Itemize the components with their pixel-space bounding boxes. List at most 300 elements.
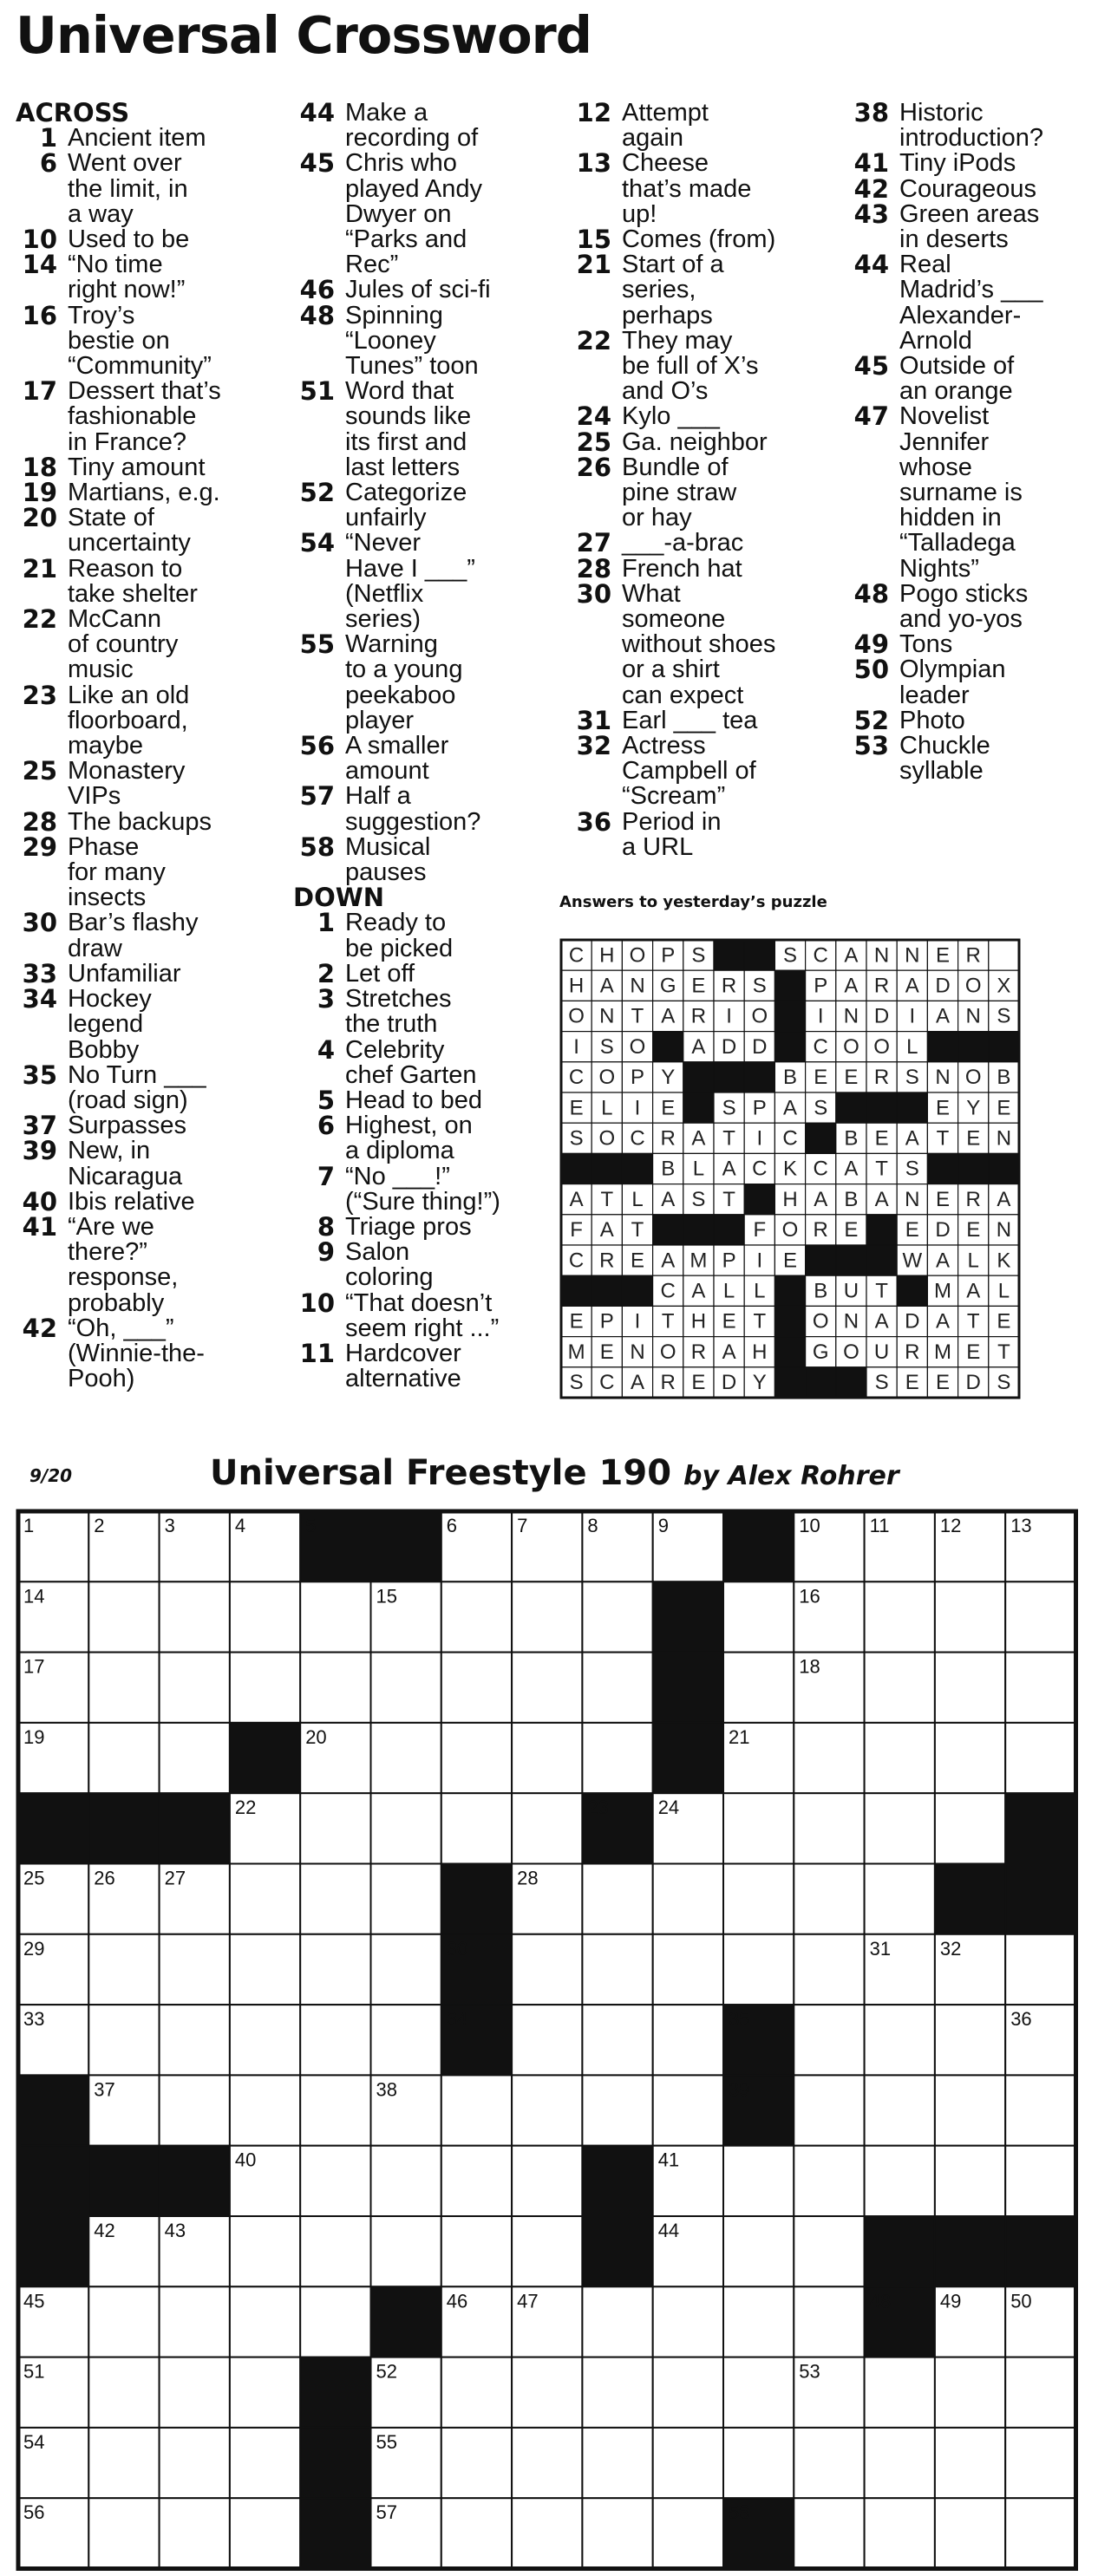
grid-cell[interactable] [1005, 2146, 1075, 2216]
clue-text: Half a suggestion? [345, 782, 481, 836]
answer-letter: N [843, 1004, 859, 1028]
answer-letter: A [691, 1126, 706, 1151]
grid-cell[interactable] [441, 2358, 512, 2428]
across-clue [16, 910, 293, 961]
answer-letter: T [875, 1279, 888, 1303]
answer-letter: Y [752, 1371, 767, 1395]
answer-letter: A [569, 1187, 584, 1211]
answer-letter: U [873, 1340, 890, 1364]
cell-number: 56 [23, 2501, 45, 2524]
grid-cell[interactable] [582, 1864, 652, 1934]
answer-letter: I [909, 1004, 916, 1028]
grid-cell[interactable] [723, 2428, 794, 2498]
grid-cell[interactable] [935, 2005, 1005, 2075]
answer-letter: E [661, 1096, 676, 1120]
grid-cell[interactable] [1005, 1581, 1075, 1652]
grid-cell[interactable] [582, 1934, 652, 2005]
down-clue [570, 225, 846, 255]
grid-cell[interactable] [300, 2146, 370, 2216]
clue-text: A smaller amount [345, 732, 449, 786]
clue-number: 4 [317, 1034, 335, 1065]
grid-cell[interactable] [160, 1581, 230, 1652]
grid-cell[interactable] [300, 2286, 370, 2357]
grid-cell[interactable] [865, 2498, 935, 2568]
answer-letter: L [906, 1034, 918, 1059]
grid-cell[interactable] [371, 2146, 441, 2216]
clue-number: 50 [853, 655, 889, 685]
grid-cell[interactable] [723, 1653, 794, 1723]
clue-number: 45 [853, 351, 889, 382]
grid-cell[interactable] [230, 2075, 300, 2145]
grid-cell[interactable] [230, 2286, 300, 2357]
clue-number: 52 [853, 705, 889, 735]
grid-cell[interactable] [441, 2075, 512, 2145]
grid-cell[interactable] [230, 1934, 300, 2005]
grid-cell[interactable] [794, 1934, 864, 2005]
grid-cell[interactable] [794, 2216, 864, 2286]
grid-cell[interactable] [230, 2358, 300, 2428]
grid-cell[interactable] [300, 1653, 370, 1723]
black-square [653, 1581, 723, 1652]
answer-letter: T [997, 1340, 1010, 1364]
answer-letter: A [722, 1340, 736, 1364]
answer-letter: A [782, 1096, 798, 1120]
grid-cell[interactable] [865, 2358, 935, 2428]
grid-cell[interactable] [160, 1723, 230, 1793]
answer-letter: A [691, 1279, 706, 1303]
grid-cell[interactable] [582, 1653, 652, 1723]
grid-cell[interactable] [653, 1864, 723, 1934]
grid-cell[interactable] [300, 1793, 370, 1863]
grid-cell[interactable] [723, 1864, 794, 1934]
grid-cell[interactable] [794, 2428, 864, 2498]
grid-cell[interactable] [512, 1581, 582, 1652]
grid-cell[interactable] [723, 1934, 794, 2005]
grid-cell[interactable] [230, 2428, 300, 2498]
clue-text: Unfamiliar [68, 959, 181, 988]
clue-number: 21 [22, 553, 57, 584]
grid-cell[interactable] [371, 2005, 441, 2075]
clue-text: Ready to be picked [345, 909, 454, 962]
answer-letter: C [752, 1157, 768, 1181]
grid-cell[interactable] [441, 1581, 512, 1652]
answer-block [744, 940, 774, 970]
grid-cell[interactable] [582, 1723, 652, 1793]
grid-cell[interactable] [512, 2146, 582, 2216]
grid-cell[interactable] [865, 2005, 935, 2075]
answer-letter: T [722, 1126, 735, 1151]
grid-cell[interactable] [230, 2216, 300, 2286]
answer-letter: N [843, 1309, 859, 1334]
clue-text: Tiny iPods [899, 149, 1016, 178]
grid-cell[interactable] [582, 2005, 652, 2075]
clue-text: Cheese that’s made up! [622, 149, 752, 228]
black-square [865, 2216, 935, 2286]
clue-number: 5 [317, 1085, 335, 1115]
clue-text: The backups [68, 807, 212, 836]
clue-number: 28 [576, 553, 611, 584]
grid-cell[interactable] [582, 1581, 652, 1652]
grid-cell[interactable] [371, 1723, 441, 1793]
answer-letter: P [722, 1249, 736, 1273]
grid-cell[interactable] [723, 1581, 794, 1652]
answer-block [897, 1092, 927, 1123]
grid-cell[interactable] [1005, 2428, 1075, 2498]
answer-letter: D [721, 1034, 737, 1059]
answer-letter: P [630, 1066, 645, 1090]
cell-number: 43 [164, 2220, 186, 2241]
grid-cell[interactable] [160, 1934, 230, 2005]
grid-cell[interactable] [441, 2498, 512, 2568]
cell-number: 49 [939, 2290, 962, 2312]
answer-letter: S [691, 943, 706, 968]
down-clue [570, 528, 846, 558]
answer-letter: A [935, 1309, 951, 1334]
answer-letter: I [756, 1249, 763, 1273]
answer-letter: D [873, 1004, 890, 1028]
grid-cell[interactable] [88, 2498, 159, 2568]
grid-cell[interactable] [1005, 1723, 1075, 1793]
grid-cell[interactable] [371, 1793, 441, 1863]
answer-letter: S [752, 974, 767, 998]
clue-text: Bar’s flashy draw [68, 909, 199, 962]
down-clue [293, 1113, 569, 1164]
grid-cell[interactable] [723, 2286, 794, 2357]
clue-text: Historic introduction? [899, 99, 1044, 153]
grid-cell[interactable] [582, 2428, 652, 2498]
black-square [1005, 2216, 1075, 2286]
grid-cell[interactable] [865, 1581, 935, 1652]
grid-cell[interactable] [371, 1653, 441, 1723]
answer-letter: C [568, 1066, 585, 1090]
grid-cell[interactable] [794, 2005, 864, 2075]
grid-cell[interactable] [88, 2005, 159, 2075]
answer-letter: R [690, 1004, 707, 1028]
grid-cell[interactable] [88, 2286, 159, 2357]
clue-number: 13 [576, 148, 611, 179]
clue-number: 48 [299, 300, 335, 330]
answer-letter: O [751, 1004, 768, 1028]
grid-cell[interactable] [794, 2075, 864, 2145]
clue-number: 1 [317, 908, 335, 938]
answer-letter: P [599, 1309, 614, 1334]
grid-cell[interactable] [371, 2216, 441, 2286]
puzzle-date: 9/20 [29, 1465, 73, 1486]
clue-number: 31 [576, 705, 611, 735]
answer-block [774, 970, 805, 1001]
answer-letter: R [873, 1066, 890, 1090]
grid-cell[interactable] [441, 2216, 512, 2286]
answer-letter: R [813, 1218, 828, 1242]
grid-cell[interactable] [160, 2498, 230, 2568]
cell-number: 41 [657, 2149, 680, 2171]
answer-letter: E [905, 1218, 919, 1242]
answer-letter: O [843, 1034, 859, 1059]
answer-block [774, 1337, 805, 1367]
clue-text: Bundle of pine straw or hay [622, 453, 737, 532]
grid-cell[interactable] [300, 1581, 370, 1652]
black-square [653, 1653, 723, 1723]
answer-letter: R [721, 974, 737, 998]
grid-cell[interactable] [865, 2428, 935, 2498]
grid-cell[interactable] [1005, 1653, 1075, 1723]
cell-number: 44 [657, 2220, 680, 2241]
clue-number: 10 [22, 225, 57, 254]
down-clue [293, 1034, 569, 1089]
grid-cell[interactable] [160, 2005, 230, 2075]
clue-text: Ancient item [68, 124, 206, 153]
grid-cell[interactable] [230, 1653, 300, 1723]
clue-text: Courageous [899, 174, 1036, 203]
black-square [723, 1511, 794, 1581]
clue-text: French hat [622, 554, 742, 583]
clue-text: Chuckle syllable [899, 732, 990, 786]
grid-cell[interactable] [512, 2428, 582, 2498]
grid-cell[interactable] [512, 1723, 582, 1793]
grid-cell[interactable] [653, 2358, 723, 2428]
answer-letter: A [905, 974, 919, 998]
answer-letter: R [690, 1340, 707, 1364]
cell-number: 4 [234, 1515, 246, 1536]
grid-cell[interactable] [512, 2075, 582, 2145]
down-clue [570, 806, 846, 861]
cell-number: 20 [305, 1725, 327, 1748]
answer-block [958, 1032, 989, 1062]
answer-letter: R [873, 974, 890, 998]
grid-cell[interactable] [230, 1581, 300, 1652]
clue-column-2 [293, 98, 569, 1393]
grid-cell[interactable] [582, 2498, 652, 2568]
clue-number: 52 [299, 478, 335, 508]
answer-letter: E [814, 1066, 828, 1090]
clue-text: Tiny amount [68, 453, 206, 481]
grid-cell[interactable] [1005, 2358, 1075, 2428]
grid-cell[interactable] [160, 2358, 230, 2428]
answer-block [774, 1032, 805, 1062]
cell-number: 27 [164, 1867, 186, 1889]
grid-cell[interactable] [723, 2146, 794, 2216]
grid-cell[interactable] [300, 1864, 370, 1934]
grid-cell[interactable] [371, 1864, 441, 1934]
cell-number: 31 [869, 1937, 892, 1960]
down-clue [847, 401, 1095, 583]
grid-cell[interactable] [441, 1653, 512, 1723]
answer-letter: P [661, 943, 676, 968]
answer-letter: O [659, 1340, 676, 1364]
across-clue [293, 831, 569, 887]
grid-cell[interactable] [865, 1793, 935, 1863]
grid-cell[interactable] [653, 2428, 723, 2498]
answer-letter: E [935, 943, 951, 968]
clue-number: 57 [299, 781, 335, 812]
clue-number: 11 [299, 1338, 335, 1368]
grid-cell[interactable] [935, 2498, 1005, 2568]
clue-text: Hockey legend Bobby [68, 985, 152, 1064]
grid-cell[interactable] [88, 1653, 159, 1723]
grid-cell[interactable] [935, 1723, 1005, 1793]
grid-cell[interactable] [653, 2498, 723, 2568]
clue-number: 8 [317, 1211, 335, 1242]
grid-cell[interactable] [865, 1723, 935, 1793]
grid-cell[interactable] [935, 1581, 1005, 1652]
grid-cell[interactable] [88, 1934, 159, 2005]
grid-cell[interactable] [441, 1793, 512, 1863]
grid-cell[interactable] [1005, 2075, 1075, 2145]
grid-cell[interactable] [653, 2075, 723, 2145]
answer-block [806, 1367, 836, 1398]
grid-cell[interactable] [441, 1723, 512, 1793]
grid-cell[interactable] [300, 1934, 370, 2005]
answer-letter: D [965, 1371, 981, 1395]
grid-cell[interactable] [371, 1934, 441, 2005]
grid-cell[interactable] [300, 2075, 370, 2145]
answer-letter: G [659, 974, 676, 998]
grid-cell[interactable] [865, 1864, 935, 1934]
clue-text: Used to be [68, 225, 190, 253]
clue-number: 55 [299, 629, 335, 660]
grid-cell[interactable] [582, 2075, 652, 2145]
grid-cell[interactable] [865, 2146, 935, 2216]
grid-cell[interactable] [88, 2358, 159, 2428]
grid-cell[interactable] [300, 2216, 370, 2286]
grid-cell[interactable] [794, 1793, 864, 1863]
clue-number: 44 [299, 98, 335, 127]
grid-cell[interactable] [88, 2428, 159, 2498]
down-clue [570, 252, 846, 329]
cell-number: 25 [23, 1867, 45, 1889]
cell-number: 17 [23, 1655, 45, 1678]
answer-block [683, 1215, 714, 1245]
grid-cell[interactable] [300, 2005, 370, 2075]
clue-text: Olympian leader [899, 655, 1006, 709]
answer-block [561, 1275, 591, 1306]
grid-cell[interactable] [160, 2286, 230, 2357]
clue-text: ___-a-brac [622, 529, 744, 558]
grid-cell[interactable] [935, 2428, 1005, 2498]
grid-cell[interactable] [582, 2286, 652, 2357]
answer-letter: A [997, 1187, 1011, 1211]
grid-cell[interactable] [230, 1864, 300, 1934]
grid-cell[interactable] [512, 1793, 582, 1863]
answer-block [836, 1245, 866, 1275]
grid-cell[interactable] [88, 1723, 159, 1793]
answer-block [836, 1367, 866, 1398]
across-clue [293, 528, 569, 634]
answer-letter: R [660, 1126, 676, 1151]
grid-cell[interactable] [865, 2075, 935, 2145]
down-clue [847, 252, 1095, 354]
grid-cell[interactable] [935, 1653, 1005, 1723]
grid-cell[interactable] [88, 1581, 159, 1652]
grid-cell[interactable] [230, 2005, 300, 2075]
answer-letter: R [660, 1371, 676, 1395]
grid-cell[interactable] [1005, 1934, 1075, 2005]
clue-text: “No time right now!” [68, 251, 186, 304]
clue-number: 53 [853, 731, 889, 761]
answer-letter: A [599, 974, 614, 998]
grid-cell[interactable] [794, 2286, 864, 2357]
down-clue [847, 657, 1095, 708]
cell-number: 55 [376, 2430, 397, 2453]
grid-cell[interactable] [794, 1723, 864, 1793]
answer-letter: E [569, 1096, 584, 1120]
answer-letter: A [905, 1126, 919, 1151]
grid-cell[interactable] [512, 2358, 582, 2428]
grid-cell[interactable] [653, 2005, 723, 2075]
answer-block [714, 1062, 744, 1092]
grid-cell[interactable] [794, 2146, 864, 2216]
grid-cell[interactable] [723, 2358, 794, 2428]
grid-cell[interactable] [1005, 2498, 1075, 2568]
cell-number: 3 [164, 1515, 175, 1536]
page-title: Universal Crossword [16, 5, 591, 65]
answer-block [774, 1001, 805, 1031]
grid-cell[interactable] [935, 2146, 1005, 2216]
answer-letter: E [935, 1187, 951, 1211]
grid-cell[interactable] [160, 2428, 230, 2498]
cell-number: 36 [1010, 2008, 1032, 2031]
answer-block [927, 1032, 957, 1062]
grid-cell[interactable] [935, 2358, 1005, 2428]
clue-number: 16 [22, 300, 57, 330]
grid-cell[interactable] [794, 2498, 864, 2568]
grid-cell[interactable] [653, 2286, 723, 2357]
answer-letter: A [935, 1004, 951, 1028]
clue-text: Martians, e.g. [68, 479, 220, 507]
grid-cell[interactable] [935, 1793, 1005, 1863]
cell-number: 42 [94, 2220, 115, 2241]
answer-block [744, 1062, 774, 1092]
clue-number: 1 [39, 123, 57, 153]
grid-cell[interactable] [512, 2216, 582, 2286]
answer-letter: F [753, 1218, 767, 1242]
cell-number: 8 [587, 1515, 598, 1536]
black-square [88, 1793, 159, 1863]
grid-cell[interactable] [160, 1653, 230, 1723]
grid-cell[interactable] [512, 2498, 582, 2568]
down-clue [570, 98, 846, 153]
cell-number: 58 [729, 2501, 750, 2524]
across-clue [293, 376, 569, 481]
grid-cell[interactable] [512, 2005, 582, 2075]
black-square [935, 2216, 1005, 2286]
grid-cell[interactable] [723, 1793, 794, 1863]
across-clue [293, 98, 569, 153]
grid-cell[interactable] [794, 1864, 864, 1934]
answer-letter: E [599, 1340, 614, 1364]
across-clue [16, 984, 293, 1064]
clue-number: 48 [853, 578, 889, 609]
grid-cell[interactable] [653, 1934, 723, 2005]
grid-cell[interactable] [160, 2075, 230, 2145]
clue-text: What someone without shoes or a shirt can expect [622, 579, 776, 709]
grid-cell[interactable] [441, 2146, 512, 2216]
answer-letter: I [634, 1096, 641, 1120]
grid-cell[interactable] [512, 1653, 582, 1723]
grid-cell[interactable] [865, 1653, 935, 1723]
across-clue [16, 376, 293, 456]
grid-cell[interactable] [230, 2498, 300, 2568]
grid-cell[interactable] [441, 2428, 512, 2498]
grid-cell[interactable] [935, 2075, 1005, 2145]
grid-cell[interactable] [512, 1934, 582, 2005]
answer-letter: H [568, 974, 585, 998]
answer-block [653, 1215, 683, 1245]
black-square [160, 2146, 230, 2216]
grid-cell[interactable] [582, 2358, 652, 2428]
answer-letter: A [935, 1249, 951, 1273]
grid-cell[interactable] [723, 2216, 794, 2286]
